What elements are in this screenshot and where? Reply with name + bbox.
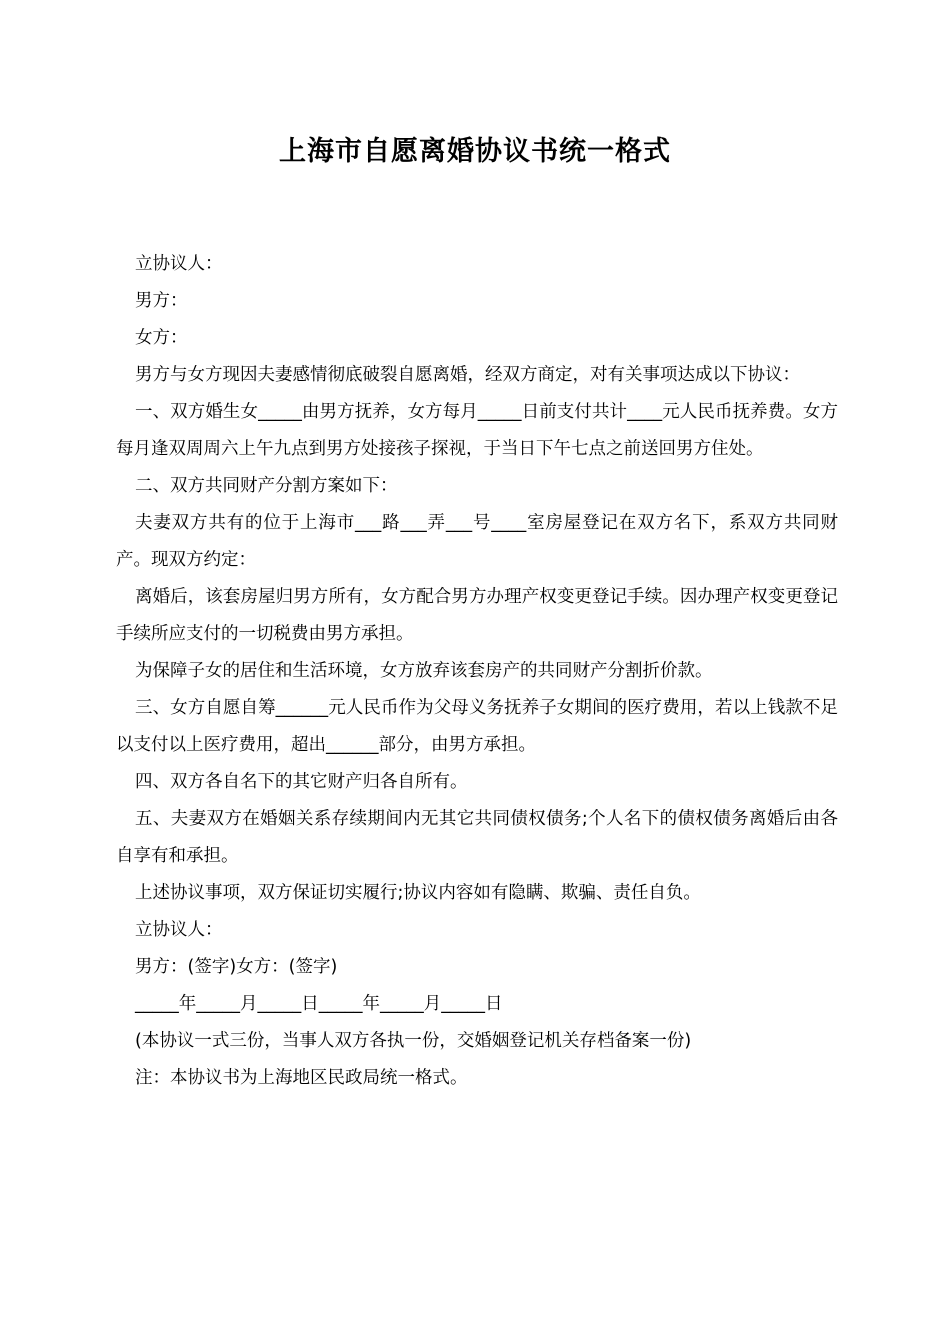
clause-2-house-ownership: 离婚后，该套房屋归男方所有，女方配合男方办理产权变更登记手续。因办理产权变更登记手续所应支付的一切税费由男方承担。 [116, 587, 838, 644]
clause-1-child-custody: 一、双方婚生女_____由男方抚养，女方每月_____日前支付共计____元人民币抚养费。女方每月逢双周周六上午九点到男方处接孩子探视，于当日下午七点之前送回男方住处。 [116, 402, 838, 459]
clause-2-property: 夫妻双方共有的位于上海市___路___弄___号____室房屋登记在双方名下，系双方共同财产。现双方约定： [116, 513, 838, 570]
clause-5-debts: 五、夫妻双方在婚姻关系存续期间内无其它共同债权债务;个人名下的债权债务离婚后由各自享有和承担。 [116, 809, 838, 866]
date-line: _____年_____月_____日_____年_____月_____日 [135, 994, 503, 1014]
signatory-label: 立协议人： [135, 920, 223, 940]
document-body [116, 246, 838, 1097]
clause-4-other-property: 四、双方各自名下的其它财产归各自所有。 [135, 772, 468, 792]
signature-line: 男方：(签字)女方：(签字) [135, 957, 338, 977]
copies-note: (本协议一式三份，当事人双方各执一份，交婚姻登记机关存档备案一份) [135, 1031, 692, 1051]
footnote: 注：本协议书为上海地区民政局统一格式。 [135, 1068, 468, 1088]
clause-3-medical-fees: 三、女方自愿自筹______元人民币作为父母义务抚养子女期间的医疗费用，若以上钱款不足以支付以上医疗费用，超出______部分，由男方承担。 [116, 698, 838, 755]
male-party-line: 男方： [135, 291, 188, 311]
guarantee-paragraph: 上述协议事项，双方保证切实履行;协议内容如有隐瞒、欺骗、责任自负。 [135, 883, 701, 903]
clause-2-heading: 二、双方共同财产分割方案如下： [135, 476, 398, 496]
female-party-line: 女方： [135, 328, 188, 348]
clause-2-waiver: 为保障子女的居住和生活环境，女方放弃该套房产的共同财产分割折价款。 [135, 661, 713, 681]
preamble-paragraph: 男方与女方现因夫妻感情彻底破裂自愿离婚，经双方商定，对有关事项达成以下协议： [135, 365, 800, 385]
document-title: 上海市自愿离婚协议书统一格式 [279, 136, 671, 167]
party-label: 立协议人： [135, 254, 223, 274]
